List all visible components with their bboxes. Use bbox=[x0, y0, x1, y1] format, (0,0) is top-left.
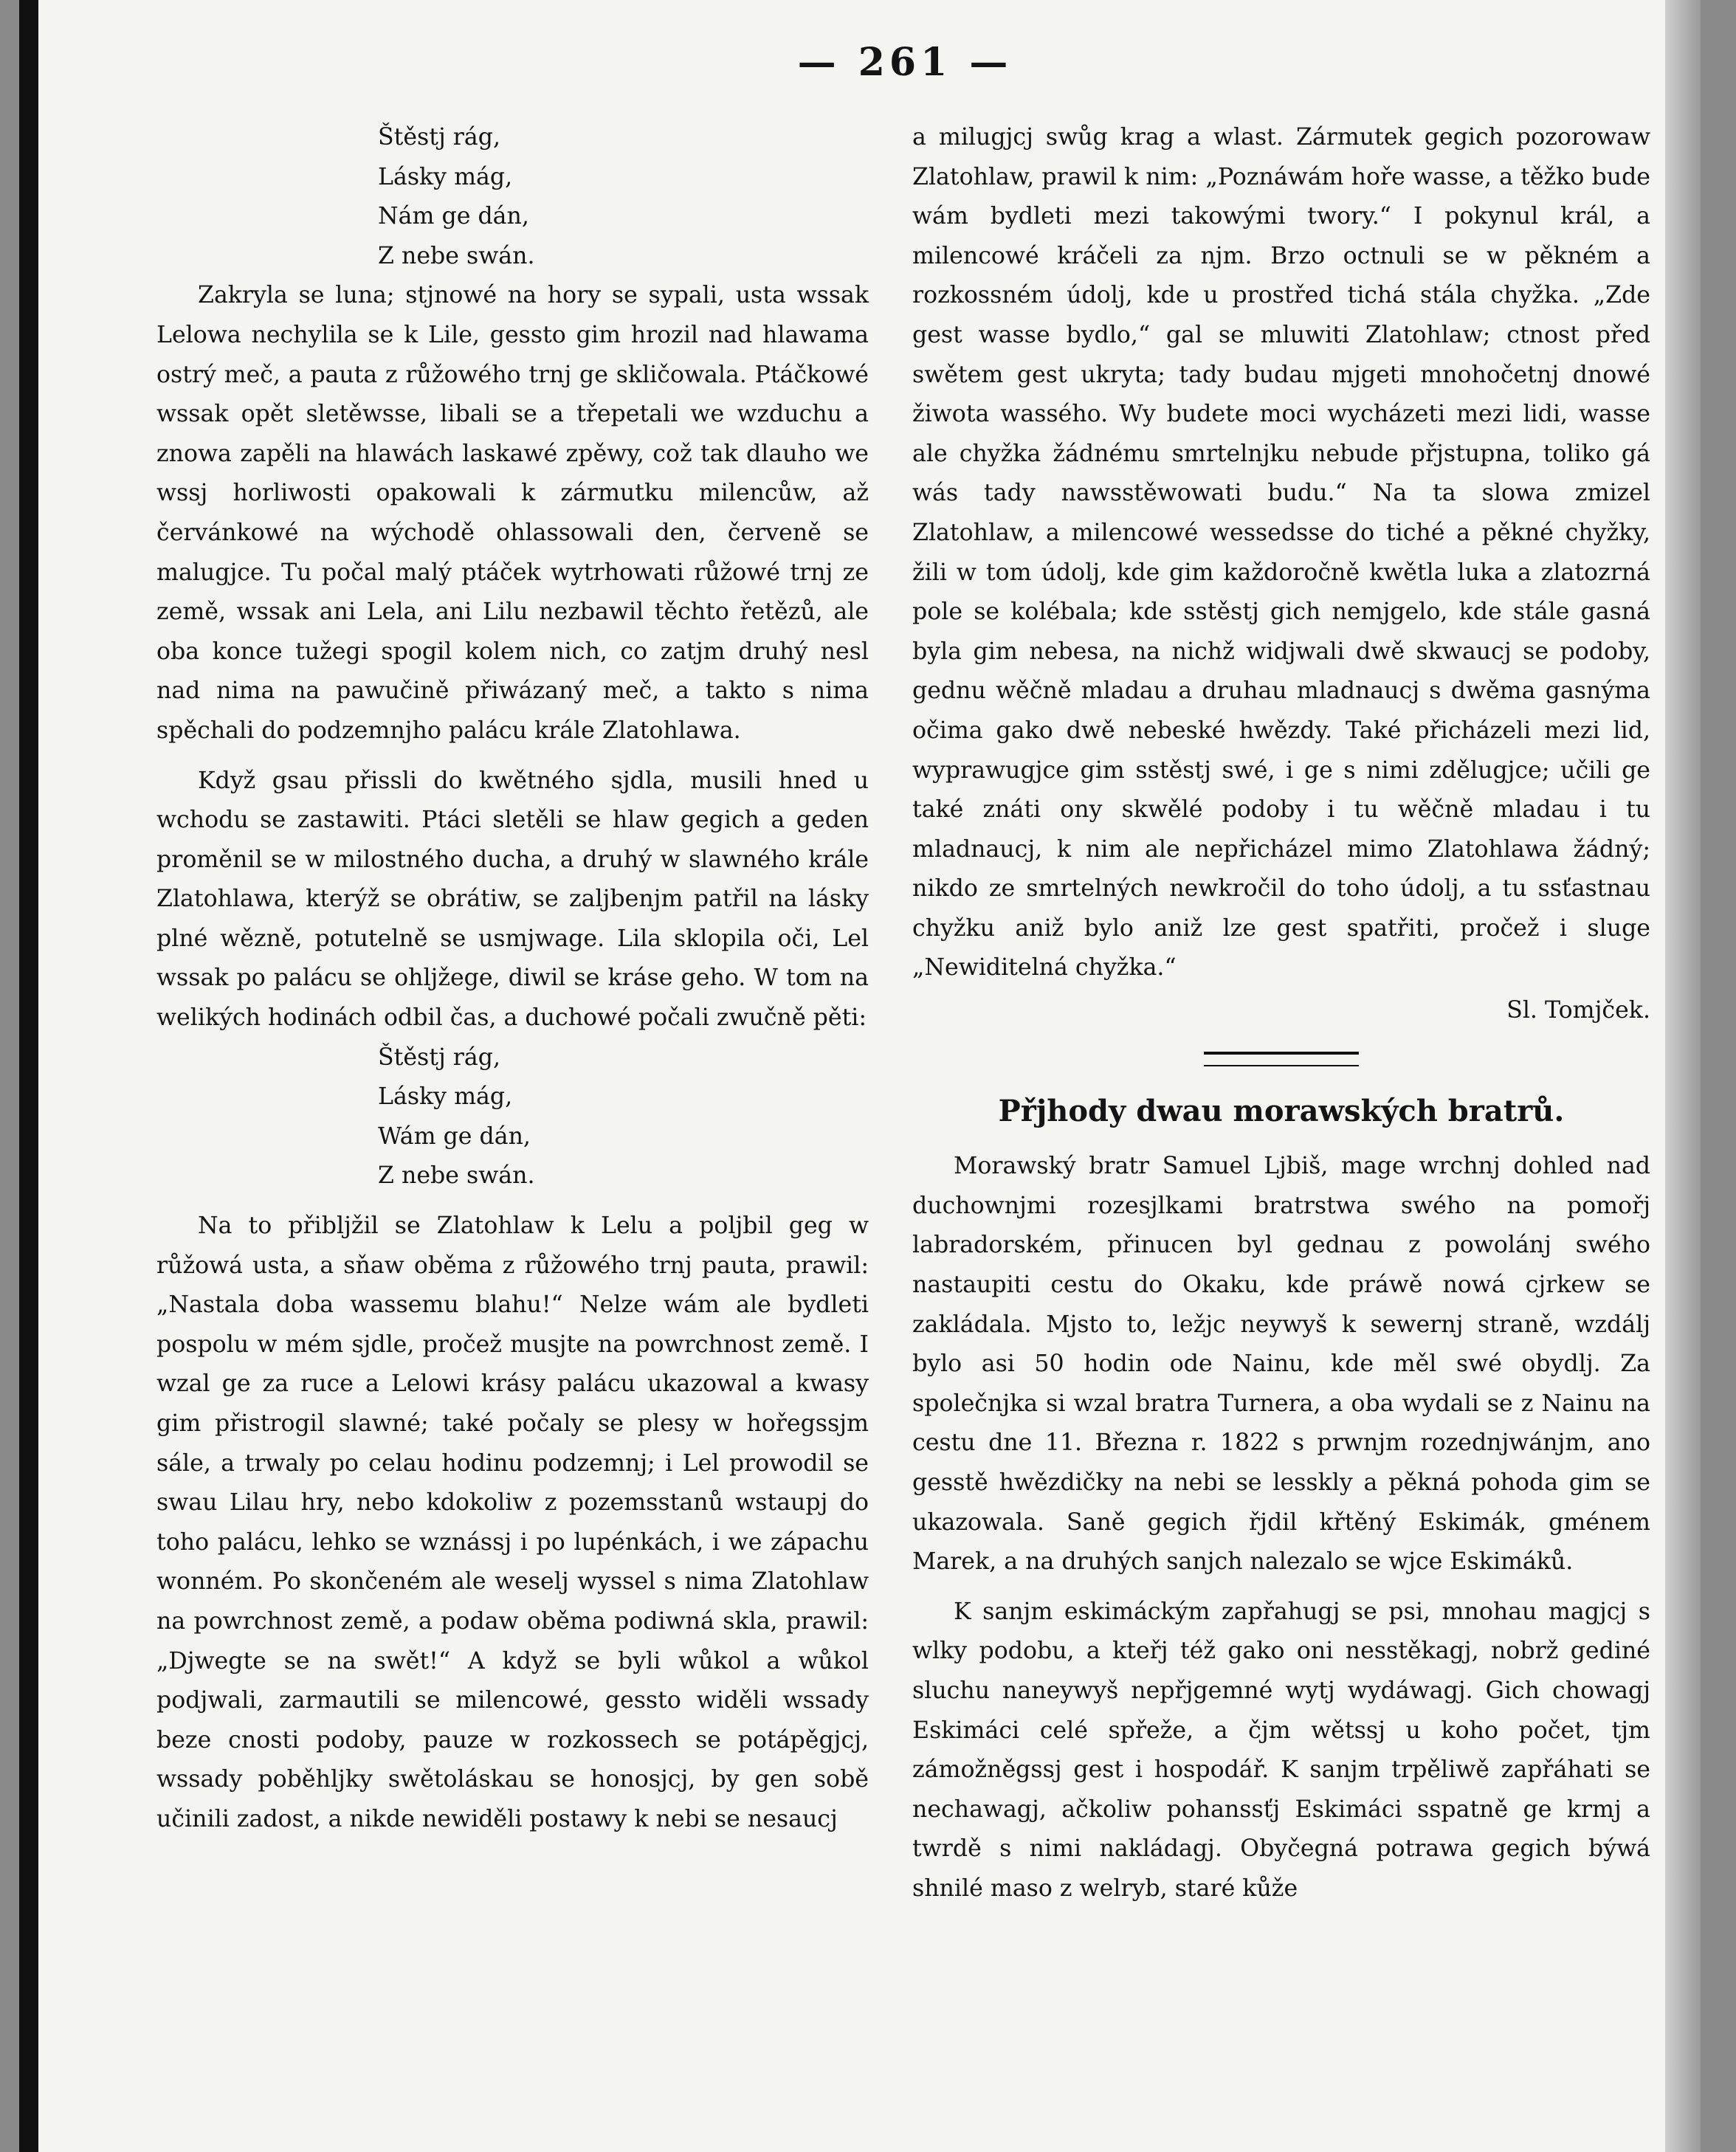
poem-line: Štěstj rág, bbox=[378, 124, 500, 151]
section-divider bbox=[1204, 1052, 1359, 1066]
paragraph: Morawský bratr Samuel Ljbiš, mage wrchnj dohled nad duchownjmi rozesjlkami bratrstwa swého na pomořj labradorském, přinucen byl gednau z powolánj swého nastaupiti cestu do Okaku, kde práwě nowá cjrkew se zakládala. Mjsto to, ležjc neywyš k sewernj straně, wzdálj bylo asi 50 hodin ode Nainu, kde měl swé obydlj. Za společnjka si wzal bratra Turnera, a oba wydali se z Nainu na cestu dne 11. Března r. 1822 s prwnjm rozednjwánjm, ano gesstě hwězdičky na nebi se lesskly a pěkná pohoda gim se ukazowala. Saně gegich řjdil křtěný Eskimák, gménem Marek, a na druhých sanjch nalezalo se wjce Eskimáků. bbox=[912, 1153, 1650, 1576]
poem-stanza bbox=[378, 118, 869, 276]
paragraph: a milugjcj swůg krag a wlast. Zármutek gegich pozorowaw Zlatohlaw, prawil k nim: „Poznáwám hoře wasse, a těžko bude wám bydleti mezi takowými twory.“ I pokynul král, a milencowé kráčeli za njm. Brzo octnuli se w pěkném a rozkossném údolj, kde u prostřed tichá stála chyžka. „Zde gest wasse bydlo,“ gal se mluwiti Zlatohlaw; ctnost před swětem gest ukryta; tady budau mjgeti mnohočetnj dnowé žiwota wassého. Wy budete moci wycházeti mezi lidi, wasse ale chyžka žádnému smrtelnjku nebude přjstupna, toliko gá wás tady nawsstěwowati budu.“ Na ta slowa zmizel Zlatohlaw, a milencowé wessedsse do tiché a pěkné chyžky, žili w tom údolj, kde gim každoročně kwětla luka a zlatozrná pole se kolébala; kde sstěstj gich nemjgelo, kde stále gasná byla gim nebesa, na nichž widjwali dwě skwaucj se podoby, gednu wěčně mladau a druhau mladnaucj s dwěma gasnýma očima gako dwě nebeské hwězdy. Také přicházeli mezi lid, wyprawugjce gim sstěstj swé, i ge s nimi zdělugjce; učili ge také znáti ony skwělé podoby i tu wěčně mladau i tu mladnaucj, k nim ale nepřicházel mimo Zlatohlawa žádný; nikdo ze smrtelných newkročil do toho údolj, a tu ssťastnau chyžku aniž bylo aniž lze gest spatřiti, pročež i sluge „Newiditelná chyžka.“ bbox=[912, 124, 1650, 982]
poem-line: Lásky mág, bbox=[378, 163, 513, 190]
author-signature: Sl. Tomjček. bbox=[1506, 997, 1650, 1024]
poem-line: Z nebe swán. bbox=[378, 1162, 535, 1190]
poem-line: Z nebe swán. bbox=[378, 242, 535, 269]
left-column bbox=[156, 118, 869, 1840]
poem-stanza bbox=[378, 1038, 869, 1196]
page-right-edge bbox=[1665, 0, 1701, 2152]
poem-line: Nám ge dán, bbox=[378, 203, 529, 230]
paragraph: K sanjm eskimáckým zapřahugj se psi, mnohau magjcj s wlky podobu, a kteřj též gako oni nesstěkagj, nobrž gediné sluchu naneywyš nepřjgemné wytj wydáwagj. Gich chowagj Eskimáci celé spřeže, a čjm wětssj u koho počet, tjm zámožněgssj gest i hospodář. K sanjm trpěliwě zapřáhati se nechawagj, ačkoliw pohanssťj Eskimáci sspatně ge krmj a twrdě s nimi nakládagj. Obyčegná potrawa gegich býwá shnilé maso z welryb, staré kůže bbox=[912, 1598, 1650, 1902]
page-left-edge bbox=[19, 0, 38, 2152]
article-title: Přjhody dwau morawských bratrů. bbox=[998, 1093, 1565, 1128]
paragraph: Zakryla se luna; stjnowé na hory se sypali, usta wssak Lelowa nechylila se k Lile, gessto gim hrozil nad hlawama ostrý meč, a pauta z růžowého trnj ge skličowala. Ptáčkowé wssak opět sletěwsse, libali se a třepetali we wzduchu a znowa zapěli na hlawách laskawé zpěwy, což tak dlauho we wssj horliwosti opakowali k zármutku milencůw, až červánkowé na wýchodě ohlassowali den, červeně se malugjce. Tu počal malý ptáček wytrhowati růžowé trnj ze země, wssak ani Lela, ani Lilu nezbawil těchto řetězů, ale oba konce tužegi spogil kolem nich, co zatjm druhý nesl nad nima na pawučině přiwázaný meč, a takto s nima spěchali do podzemnjho palácu krále Zlatohlawa. bbox=[156, 282, 869, 744]
poem-line: Štěstj rág, bbox=[378, 1044, 500, 1071]
right-column bbox=[912, 118, 1650, 1909]
paragraph: Na to přibljžil se Zlatohlaw k Lelu a poljbil geg w růžowá usta, a sňaw oběma z růžowého trnj pauta, prawil: „Nastala doba wassemu blahu!“ Nelze wám ale bydleti pospolu w mém sjdle, pročež musjte na powrchnost země. I wzal ge za ruce a Lelowi krásy palácu ukazowal a kwasy gim přistrogil slawné; také počaly se plesy w hořegssjm sále, a trwaly po celau hodinu podzemnj; i Lel prowodil se swau Lilau hry, nebo kdokoliw z pozemsstanů wstaupj do toho palácu, lehko se wznássj i po lupénkách, i we zápachu wonném. Po skončeném ale weselj wyssel s nima Zlatohlaw na powrchnost země, a podaw oběma podiwná skla, prawil: „Djwegte se na swět!“ A když se byli wůkol a wůkol podjwali, zarmautili se milencowé, gessto widěli wssady beze cnosti podoby, pauze w rozkossech se potápěgjcj, wssady poběhljky swětoláskau se honosjcj, by gen sobě učinili zadost, a nikde newiděli postawy k nebi se nesaucj bbox=[156, 1213, 869, 1832]
poem-line: Lásky mág, bbox=[378, 1083, 513, 1111]
page-number: — 261 — bbox=[797, 40, 1013, 85]
paragraph: Když gsau přissli do kwětného sjdla, musili hned u wchodu se zastawiti. Ptáci sletěli se hlaw gegich a geden proměnil se w milostného ducha, a druhý w slawného krále Zlatohlawa, kterýž se obrátiw, se zaljbenjm patřil na lásky plné wězně, potutelně se usmjwage. Lila sklopila oči, Lel wssak po palácu se ohljžege, diwil se kráse geho. W tom na welikých hodinách odbil čas, a duchowé počali zwučně pěti: bbox=[156, 767, 869, 1032]
scanned-page bbox=[19, 0, 1701, 2152]
poem-line: Wám ge dán, bbox=[378, 1122, 531, 1150]
